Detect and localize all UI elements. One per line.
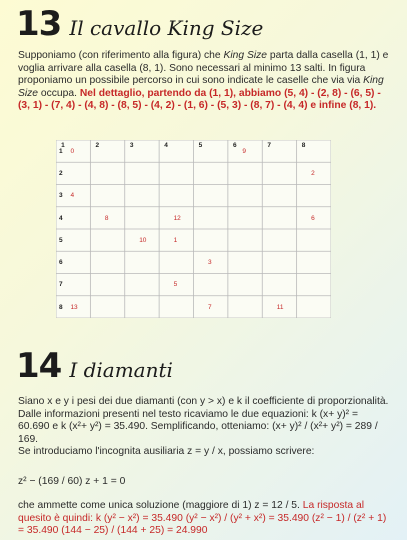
step-number: 8: [104, 214, 109, 222]
row-label: 1: [59, 147, 63, 155]
text: che ammette come unica soluzione (maggiore di 1) z = 12 / 5.: [18, 500, 303, 511]
row-label: 2: [59, 170, 63, 178]
column-label: 3: [129, 142, 134, 149]
text: parta dalla casella (1, 1) e voglia arrivare alla casella (8, 1). Sono necessari al minimo 13 salti. In figura proponiamo un possibile percorso in cui sono indicate le caselle che via via: [18, 50, 389, 87]
step-number: 12: [173, 214, 181, 222]
text-italic: King Size: [18, 75, 384, 99]
step-number: 5: [173, 281, 178, 289]
section-heading: Il cavallo King Size: [69, 16, 264, 40]
row-label: 5: [59, 236, 63, 244]
board-grid: [56, 140, 331, 318]
section-14-title: [16, 346, 173, 386]
row-label: 3: [59, 192, 63, 200]
step-number: 0: [70, 147, 75, 155]
column-label: 1: [61, 142, 65, 149]
row-label: 6: [59, 259, 63, 267]
column-label: 4: [164, 142, 168, 149]
highlighted-answer: La risposta al quesito è quindi: k (y² − x²) = 35.490 (y² − x²) / (y² + x²) = 35.490 (z² − 1) / (z² + 1) = 35.490 (144 − 25) / (144 + 25) = 24.990: [18, 500, 387, 537]
highlighted-answer: Nel dettaglio, partendo da (1, 1), abbiamo (5, 4) - (2, 8) - (6, 5) - (3, 1) - (7, 4) - (4, 8) - (8, 5) - (4, 2) - (1, 6) - (5, 3) - (8, 7) - (4, 4) e infine (8, 1).: [18, 87, 381, 112]
step-number: 11: [276, 303, 284, 311]
column-label: 2: [95, 142, 100, 149]
row-label: 4: [59, 214, 63, 222]
column-label: 7: [267, 142, 272, 149]
text: occupa.: [38, 87, 80, 99]
step-number: 9: [242, 147, 246, 155]
step-number: 13: [70, 303, 78, 311]
column-label: 6: [233, 142, 237, 149]
section-number: 14: [16, 346, 62, 386]
text: Siano x e y i pesi dei due diamanti (con y > x) e k il coefficiente di proporzionalità. Dalle informazioni presenti nel testo ricaviamo le due equazioni: k (x+ y)² = 60.690 e k (x²+ y²) = 35.490. Semplificando, otteniamo: (x+ y)² / (x²+ y²) = 289 / 169.: [18, 396, 389, 445]
step-number: 3: [207, 259, 212, 267]
step-number: 7: [207, 303, 212, 311]
step-number: 2: [311, 170, 315, 178]
column-label: 5: [198, 142, 203, 149]
equation: z² − (169 / 60) z + 1 = 0: [18, 476, 126, 487]
section-13-paragraph: [18, 50, 390, 113]
section-14-paragraph-1: [18, 396, 390, 459]
row-label: 8: [59, 303, 63, 311]
section-14-paragraph-2: [18, 500, 390, 538]
text: Se introduciamo l'incognita ausiliaria z = y / x, possiamo scrivere:: [18, 446, 315, 458]
section-heading: I diamanti: [69, 358, 173, 382]
step-number: 10: [139, 236, 147, 244]
section-number: 13: [16, 4, 62, 44]
row-label: 7: [59, 281, 63, 289]
step-number: 6: [311, 214, 315, 222]
knight-path-board: [56, 140, 331, 318]
column-label: 8: [301, 142, 306, 149]
step-number: 4: [70, 192, 75, 200]
section-13-title: [16, 4, 263, 44]
text: Supponiamo (con riferimento alla figura) che: [18, 50, 224, 61]
step-number: 1: [173, 236, 178, 244]
text-italic: King Size: [223, 50, 267, 61]
